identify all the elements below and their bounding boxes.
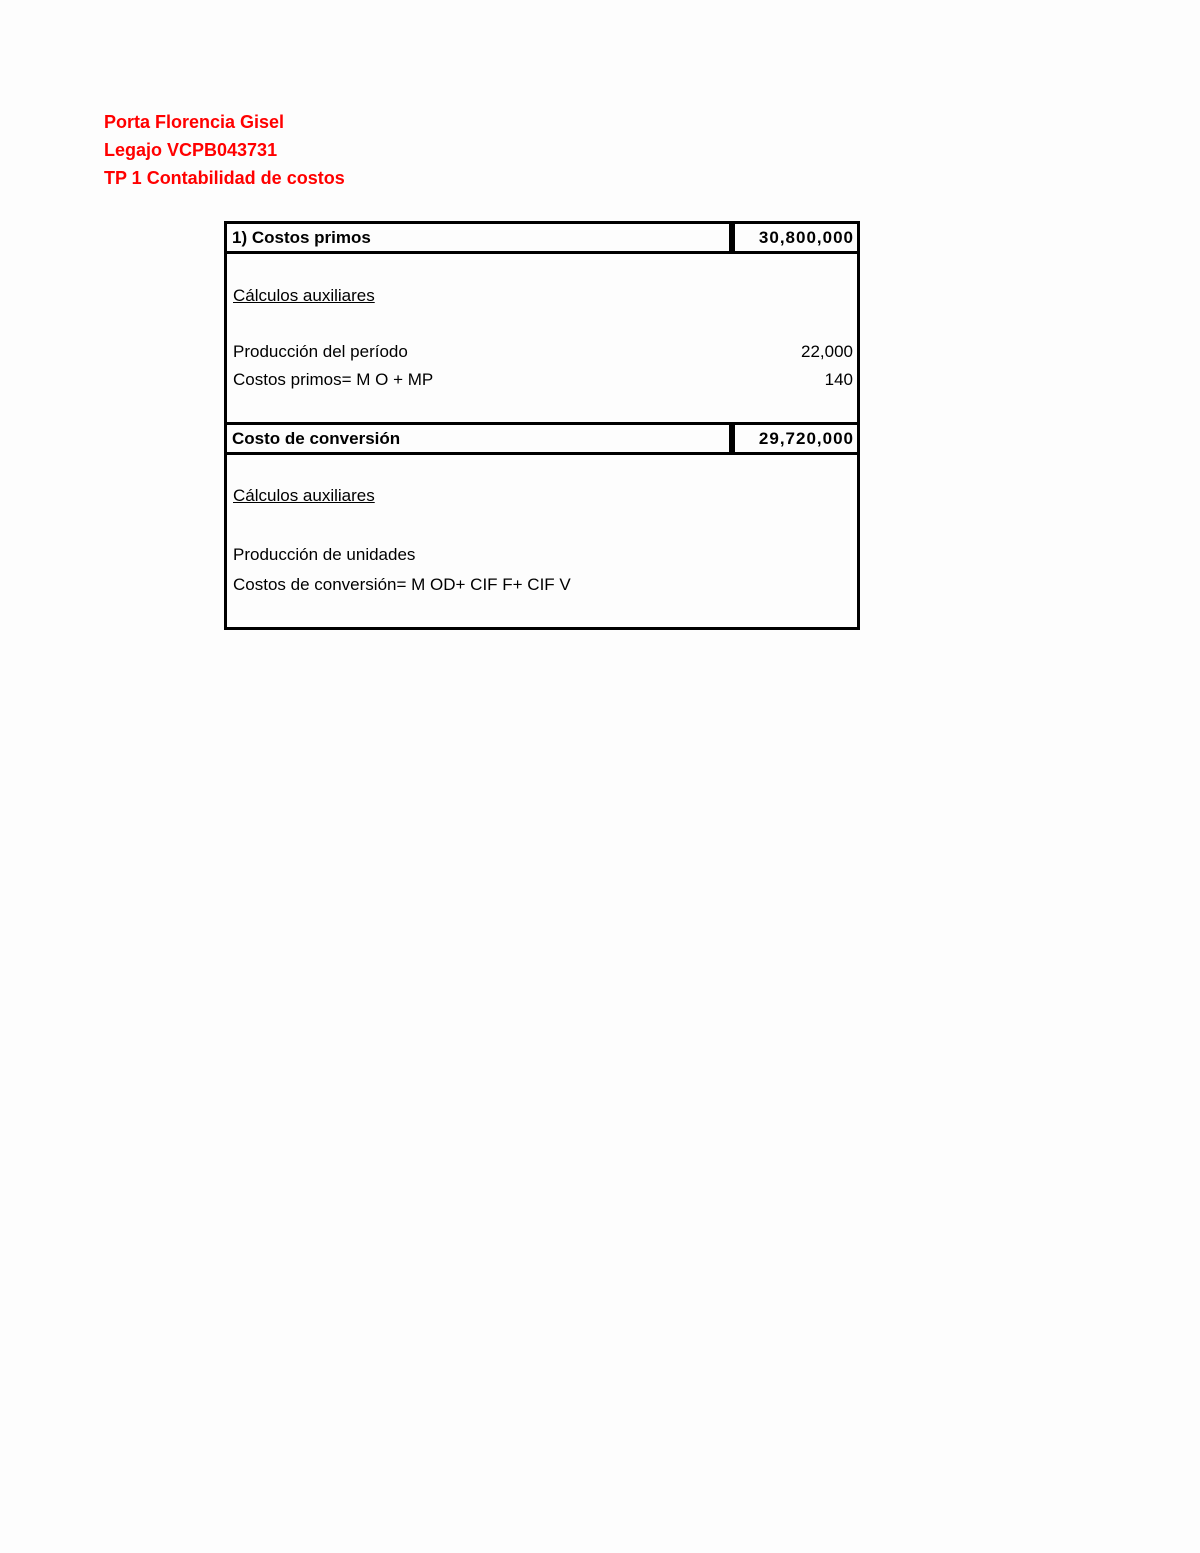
- section2-title: Costo de conversión: [224, 422, 732, 455]
- section1-row-label: Producción del período: [233, 342, 408, 361]
- section1-total: 30,800,000: [732, 221, 860, 254]
- table-bottom-border: [224, 627, 860, 630]
- section2-row-label: Producción de unidades: [233, 545, 416, 564]
- section1-header: [224, 221, 860, 254]
- section1-row-label: Costos primos= M O + MP: [233, 370, 434, 389]
- section2-header: [224, 422, 860, 455]
- section2-aux-title: Cálculos auxiliares: [233, 486, 375, 505]
- section2-total: 29,720,000: [732, 422, 860, 455]
- student-name: Porta Florencia Gisel: [104, 112, 285, 132]
- section2-body: [224, 455, 860, 628]
- section1-row-value: 22,000: [801, 342, 853, 361]
- section1-title: 1) Costos primos: [224, 221, 732, 254]
- section1-body: [224, 254, 860, 423]
- legajo-number: Legajo VCPB043731: [104, 140, 278, 160]
- assignment-title: TP 1 Contabilidad de costos: [104, 168, 345, 188]
- section1-row-value: 140: [824, 370, 853, 389]
- section1-aux-title: Cálculos auxiliares: [233, 286, 375, 305]
- section2-row-label: Costos de conversión= M OD+ CIF F+ CIF V: [233, 575, 571, 594]
